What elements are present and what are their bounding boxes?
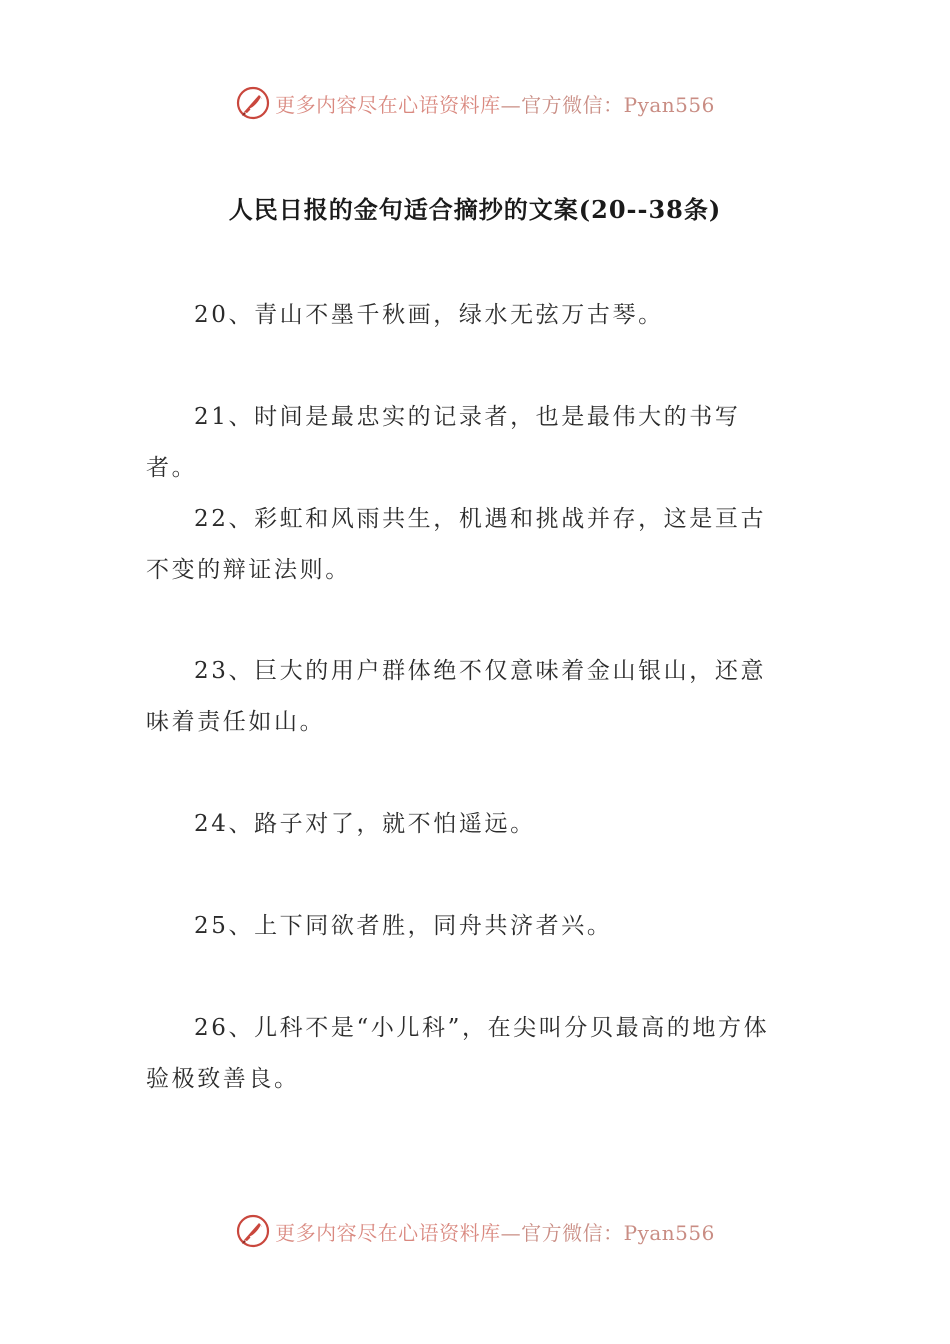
quote-paragraph: 22、彩虹和风雨共生，机遇和挑战并存，这是亘古不变的辩证法则。 <box>146 506 767 583</box>
quote-paragraph: 24、路子对了，就不怕遥远。 <box>194 811 536 837</box>
quote-paragraph: 23、巨大的用户群体绝不仅意味着金山银山，还意味着责任如山。 <box>146 658 767 735</box>
banner-text: 更多内容尽在心语资料库—官方微信：Pyan556 <box>275 1220 715 1245</box>
quote-paragraph: 25、上下同欲者胜，同舟共济者兴。 <box>194 913 613 939</box>
quote-paragraph: 20、青山不墨千秋画，绿水无弦万古琴。 <box>194 302 664 328</box>
quill-pen-logo-icon <box>235 85 271 121</box>
banner-text: 更多内容尽在心语资料库—官方微信：Pyan556 <box>275 92 715 117</box>
quote-paragraph: 21、时间是最忠实的记录者，也是最伟大的书写者。 <box>146 404 741 481</box>
page-title: 人民日报的金句适合摘抄的文案(20--38条) <box>228 195 722 224</box>
footer-banner <box>0 1211 950 1251</box>
quill-pen-logo-icon <box>235 1213 271 1249</box>
quote-paragraph: 26、儿科不是“小儿科”，在尖叫分贝最高的地方体验极致善良。 <box>146 1015 770 1092</box>
header-banner <box>0 83 950 123</box>
